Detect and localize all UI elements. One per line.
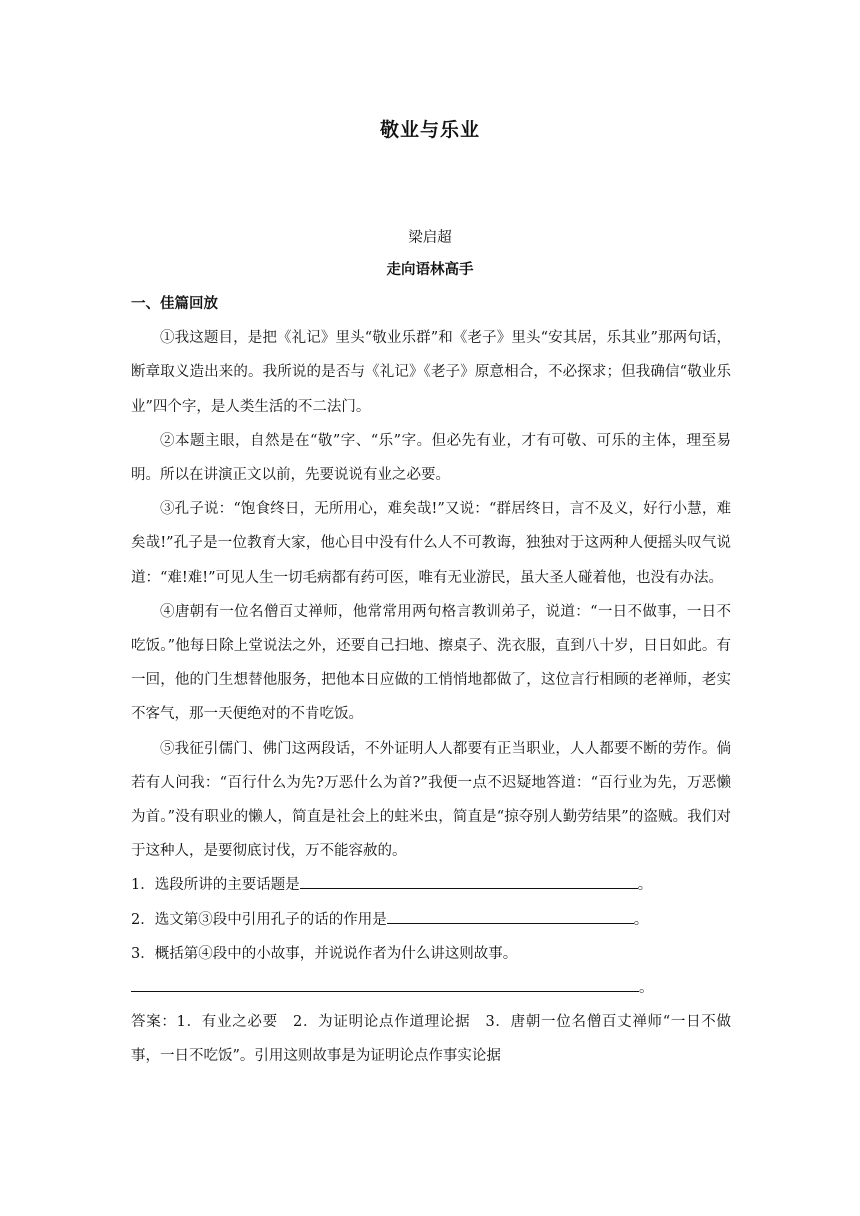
question-1 (131, 868, 731, 902)
author-name: 梁启超 (408, 230, 452, 246)
question-1-end: 。 (637, 877, 653, 894)
document-title: 敬业与乐业 (379, 119, 480, 141)
paragraph-1: ①我这题目，是把《礼记》里头“敬业乐群”和《老子》里头“安其居，乐其业”那两句话，断章取义造出来的。我所说的是否与《礼记》《老子》原意相合，不必探求；但我确信“敬业乐业”四个字，是人类生活的不二法门。 (131, 330, 731, 415)
paragraph-4: ④唐朝有一位名僧百丈禅师，他常常用两句格言教训弟子，说道：“一日不做事，一日不吃饭。”他每日除上堂说法之外，还要自己扫地、擦桌子、洗衣服，直到八十岁，日日如此。有一回，他的门生想替他服务，把他本日应做的工悄悄地都做了，这位言行相顾的老禅师，老实不客气，那一天便绝对的不肯吃饭。 (131, 603, 731, 723)
question-2 (131, 903, 731, 937)
paragraph-5: ⑤我征引儒门、佛门这两段话，不外证明人人都要有正当职业，人人都要不断的劳作。倘若有人问我：“百行什么为先?万恶什么为首?”我便一点不迟疑地答道：“百行业为先，万恶懒为首。”没有职业的懒人，简直是社会上的蛀米虫，简直是“掠夺别人勤劳结果”的盗贼。我们对于这种人，是要彻底讨伐，万不能容赦的。 (131, 740, 731, 860)
section-heading: 走向语林高手 (386, 262, 474, 278)
question-1-text: 1．选段所讲的主要话题是 (131, 877, 300, 894)
answer-blank-3[interactable] (131, 975, 639, 992)
question-2-end: 。 (633, 911, 649, 928)
question-3-end: 。 (639, 980, 654, 997)
question-3-answer-line (131, 971, 731, 1005)
paragraph-3: ③孔子说：“饱食终日，无所用心，难矣哉!”又说：“群居终日，言不及义，好行小慧，难矣哉!”孔子是一位教育大家，他心目中没有什么人不可教诲，独独对于这两种人便摇头叹气说道：“难!难!”可见人生一切毛病都有药可医，唯有无业游民，虽大圣人碰着他，也没有办法。 (131, 501, 731, 586)
question-3: 3．概括第④段中的小故事，并说说作者为什么讲这则故事。 (131, 945, 518, 962)
paragraph-2: ②本题主眼，自然是在“敬”字、“乐”字。但必先有业，才有可敬、可乐的主体，理至易明。所以在讲演正文以前，先要说说有业之必要。 (131, 432, 731, 484)
document-body (131, 287, 731, 1074)
answer-blank-1[interactable] (300, 873, 638, 890)
part-heading: 一、佳篇回放 (131, 296, 218, 312)
answer-blank-2[interactable] (387, 907, 634, 924)
answer-key: 答案：1．有业之必要 2．为证明论点作道理论据 3．唐朝一位名僧百丈禅师“一日不做事，一日不吃饭”。引用这则故事是为证明论点作事实论据 (131, 1014, 731, 1065)
question-2-text: 2．选文第③段中引用孔子的话的作用是 (131, 911, 387, 928)
